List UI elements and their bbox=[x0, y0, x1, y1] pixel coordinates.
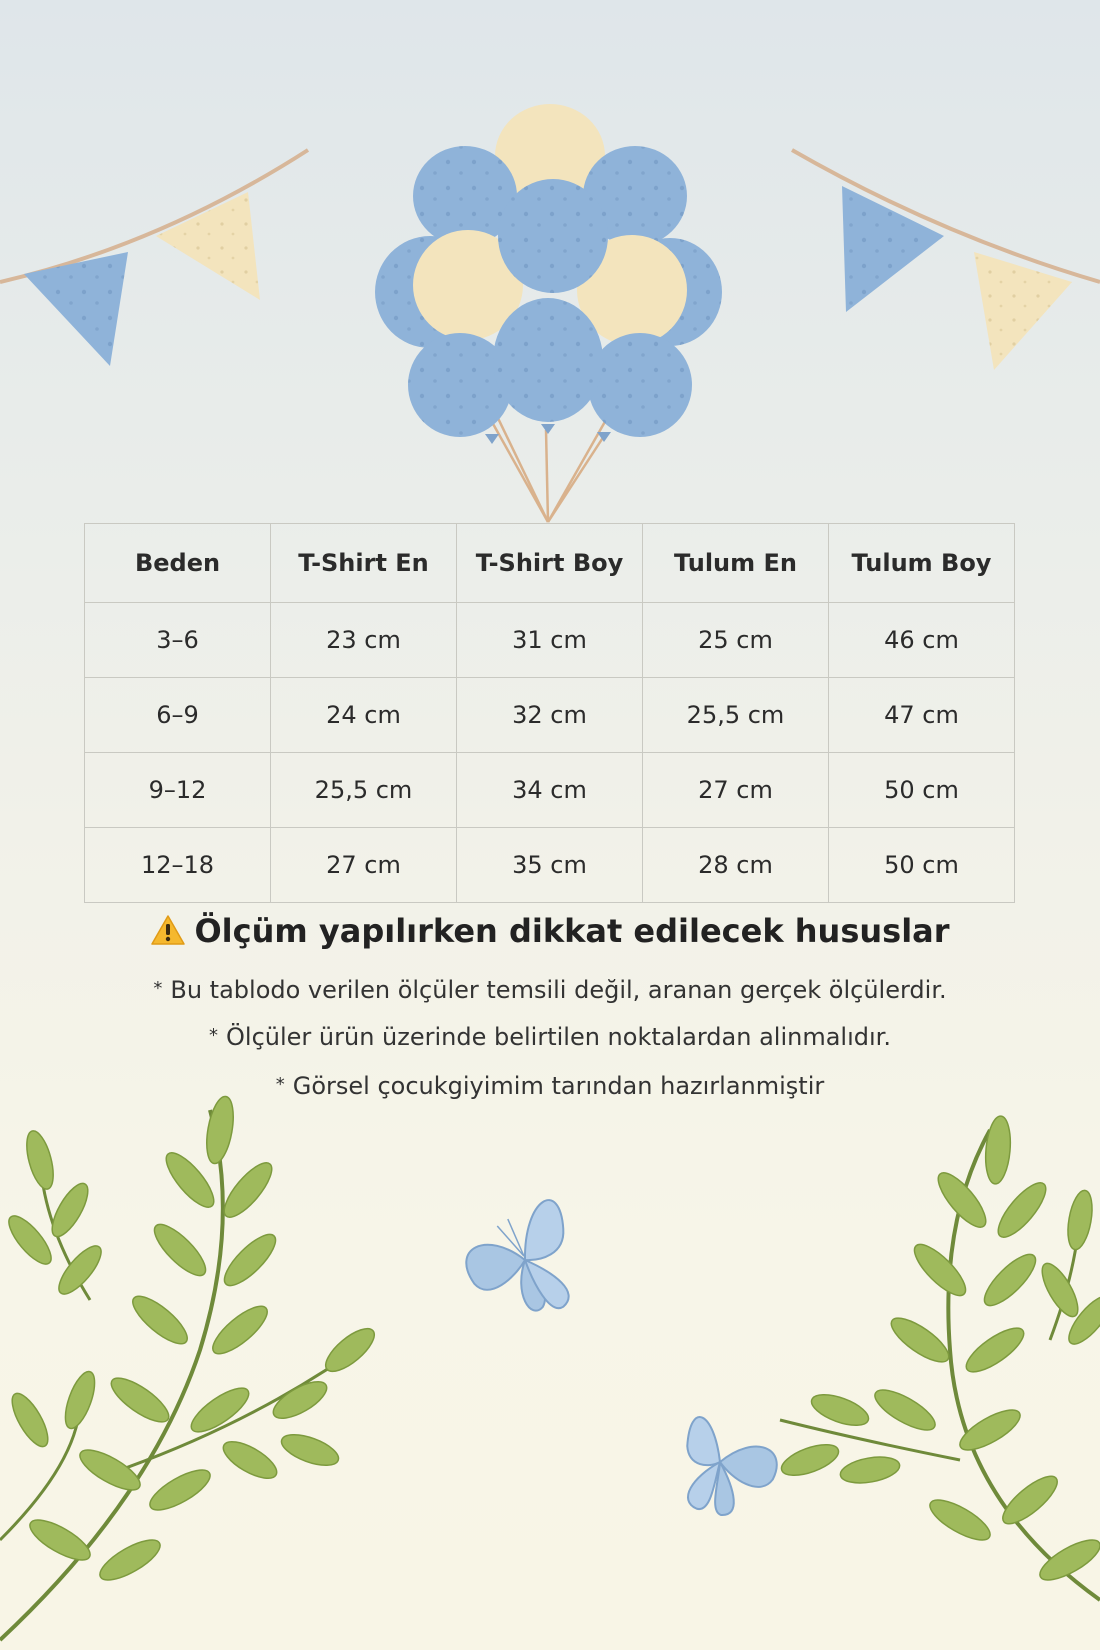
note-item bbox=[0, 1072, 1100, 1100]
table-cell: 12–18 bbox=[85, 828, 271, 903]
table-header-row bbox=[85, 524, 1015, 603]
table-cell: 9–12 bbox=[85, 753, 271, 828]
table-cell: 31 cm bbox=[457, 603, 643, 678]
table-cell: 28 cm bbox=[643, 828, 829, 903]
table-cell: 50 cm bbox=[829, 753, 1015, 828]
header-tulum-boy: Tulum Boy bbox=[829, 524, 1015, 603]
table-cell: 50 cm bbox=[829, 828, 1015, 903]
note-bullet: * bbox=[209, 1025, 219, 1046]
warning-icon bbox=[150, 914, 186, 954]
note-bullet: * bbox=[275, 1074, 285, 1095]
table-cell: 25,5 cm bbox=[271, 753, 457, 828]
table-cell: 25,5 cm bbox=[643, 678, 829, 753]
table-row bbox=[85, 828, 1015, 903]
table-cell: 25 cm bbox=[643, 603, 829, 678]
table-cell: 27 cm bbox=[643, 753, 829, 828]
size-chart-table bbox=[84, 523, 1015, 903]
table-cell: 24 cm bbox=[271, 678, 457, 753]
note-item bbox=[0, 976, 1100, 1004]
table-row bbox=[85, 678, 1015, 753]
bunting-right bbox=[792, 150, 1100, 370]
table-cell: 46 cm bbox=[829, 603, 1015, 678]
table-row bbox=[85, 603, 1015, 678]
note-item bbox=[0, 1023, 1100, 1051]
butterfly-bottom bbox=[676, 1416, 783, 1523]
table-cell: 3–6 bbox=[85, 603, 271, 678]
table-cell: 6–9 bbox=[85, 678, 271, 753]
notes-title-text: Ölçüm yapılırken dikkat edilecek hususlar bbox=[194, 912, 950, 950]
table-cell: 35 cm bbox=[457, 828, 643, 903]
notes-title bbox=[0, 912, 1100, 954]
note-bullet: * bbox=[153, 978, 163, 999]
header-tshirt-en: T-Shirt En bbox=[271, 524, 457, 603]
leaf-branch-left bbox=[0, 1094, 381, 1640]
table-row bbox=[85, 753, 1015, 828]
table-cell: 32 cm bbox=[457, 678, 643, 753]
header-tshirt-boy: T-Shirt Boy bbox=[457, 524, 643, 603]
header-beden: Beden bbox=[85, 524, 271, 603]
header-tulum-en: Tulum En bbox=[643, 524, 829, 603]
note-text: Bu tablodo verilen ölçüler temsili değil, aranan gerçek ölçülerdir. bbox=[170, 976, 947, 1004]
note-text: Ölçüler ürün üzerinde belirtilen noktalardan alinmalıdır. bbox=[226, 1023, 891, 1051]
table-cell: 27 cm bbox=[271, 828, 457, 903]
leaf-branch-right bbox=[778, 1115, 1100, 1600]
butterfly-top bbox=[455, 1198, 584, 1329]
table-cell: 47 cm bbox=[829, 678, 1015, 753]
balloon-cluster bbox=[375, 104, 722, 444]
note-text: Görsel çocukgiyimim tarından hazırlanmiştir bbox=[292, 1072, 825, 1100]
bunting-left bbox=[0, 150, 308, 366]
table-cell: 34 cm bbox=[457, 753, 643, 828]
table-cell: 23 cm bbox=[271, 603, 457, 678]
